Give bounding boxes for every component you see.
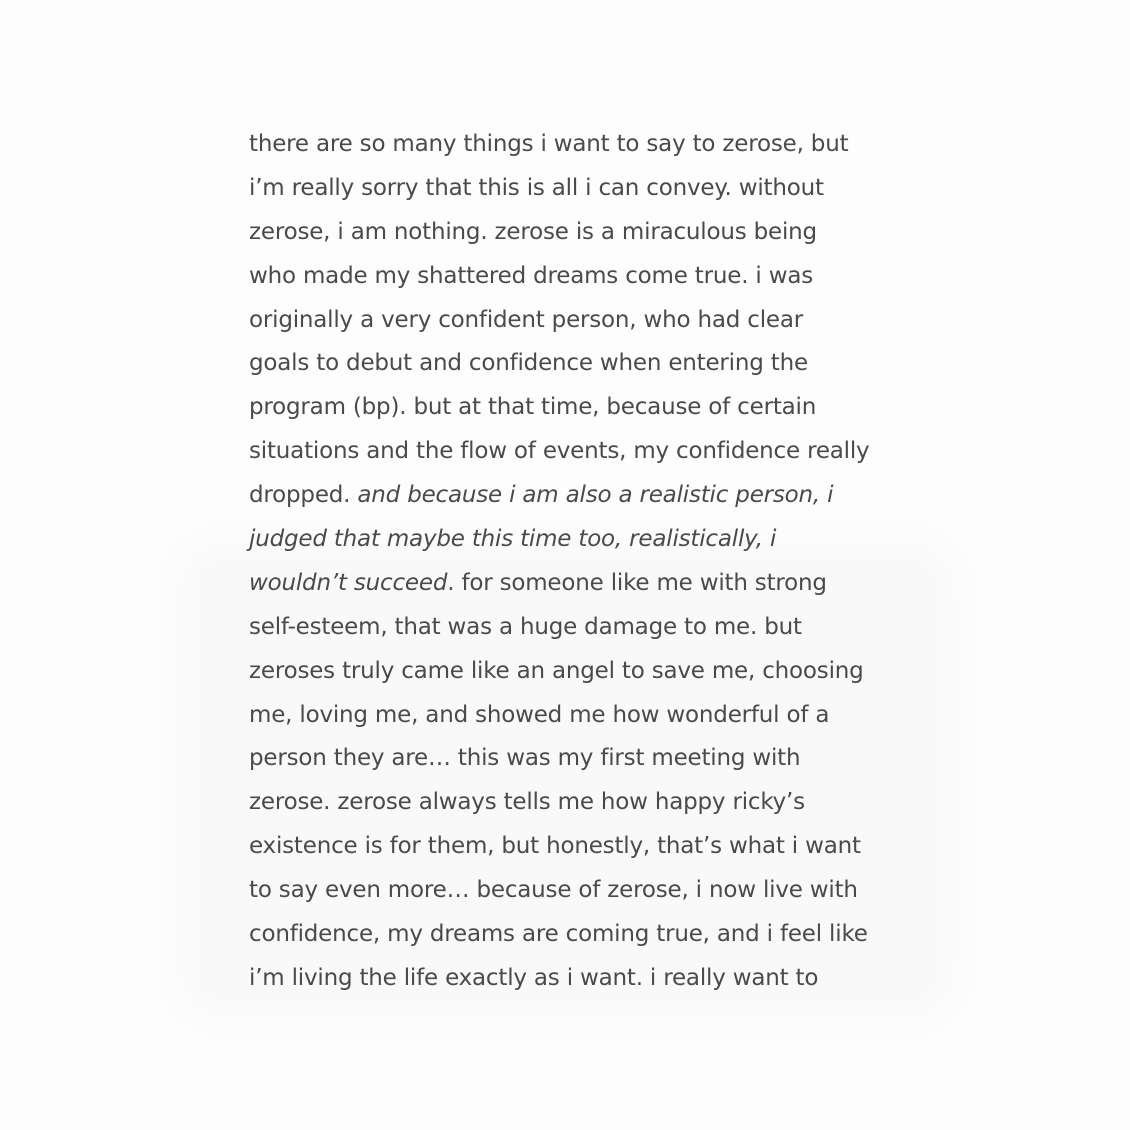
message-text	[249, 123, 909, 1001]
text-line: person they are… this was my first meeting with	[249, 745, 801, 772]
text-line: me, loving me, and showed me how wonderful of a	[249, 701, 830, 728]
text-line: zerose, i am nothing. zerose is a miraculous being	[249, 218, 817, 245]
text-line: wouldn’t succeed. for someone like me with strong	[249, 569, 827, 596]
text-line: who made my shattered dreams come true. i was	[249, 262, 814, 289]
text-line: goals to debut and confidence when entering the	[249, 350, 808, 377]
text-line: confidence, my dreams are coming true, and i feel like	[249, 921, 868, 948]
text-line: existence is for them, but honestly, that’s what i want	[249, 833, 861, 860]
text-line: there are so many things i want to say to zerose, but	[249, 131, 849, 157]
text-line: zeroses truly came like an angel to save me, choosing	[249, 657, 864, 684]
text-line: i’m living the life exactly as i want. i really want to	[249, 964, 819, 991]
text-line: program (bp). but at that time, because of certain	[249, 394, 817, 421]
italic-text: and because i am also a realistic person, i	[357, 482, 834, 509]
text-line: to say even more… because of zerose, i now live with	[249, 877, 858, 904]
text-line: originally a very confident person, who had clear	[249, 306, 804, 333]
text-line: zerose. zerose always tells me how happy ricky’s	[249, 789, 805, 816]
text-line: situations and the flow of events, my confidence really	[249, 438, 870, 465]
text-line: i’m really sorry that this is all i can convey. without	[249, 174, 824, 201]
text-line: self-esteem, that was a huge damage to me. but	[249, 613, 802, 640]
italic-text: judged that maybe this time too, realistically, i	[249, 526, 777, 553]
text-line: dropped. and because i am also a realistic person, i	[249, 482, 834, 509]
text-line	[249, 518, 909, 562]
italic-text: wouldn’t succeed	[249, 569, 448, 596]
